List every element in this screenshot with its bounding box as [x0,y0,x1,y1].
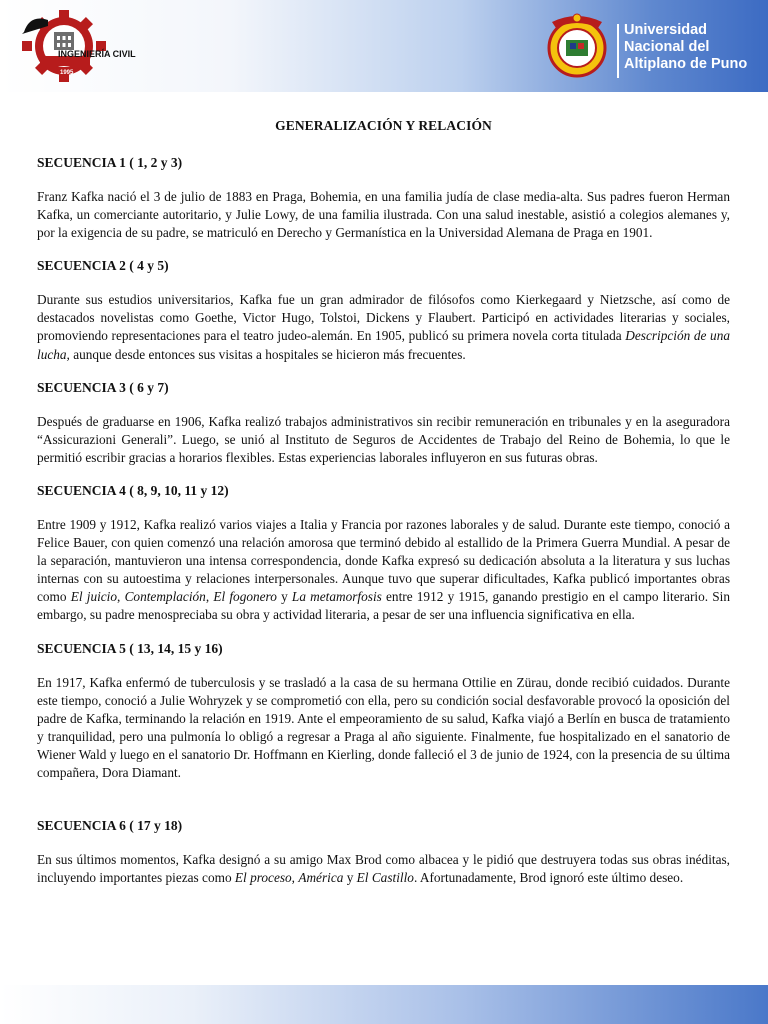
paragraph-text: y [343,870,357,886]
section-heading: SECUENCIA 4 ( 8, 9, 10, 11 y 12) [37,482,229,498]
paragraph-text: aunque desde entonces sus visitas a hospitales se hicieron más frecuentes. [69,346,466,362]
university-seal-icon [538,12,616,80]
university-name-line: Nacional del [624,39,710,55]
paragraph-text: Entre 1909 y 1912, Kafka realizó varios viajes a Italia y Francia por razones laborales y de salud. Durante este tiempo, conoció a Felice Bauer, con quien comenzó una relación amorosa que terminó debido al estallido de la Primera Guerra Mundial. A pesar de la separación, mantuvieron una intensa correspondencia, donde Kafka expresó su dedicación absoluta a la literatura y sus luchas internas con su autoestima y relaciones interpersonales. Aunque tuvo que superar dificultades, Kafka publicó importantes obras como [37,516,730,605]
section-heading: SECUENCIA 6 ( 17 y 18) [37,818,183,834]
section-paragraph [37,413,730,467]
logo-year: 1995 [60,70,74,76]
italic-title-text: El proceso [234,870,292,886]
italic-title-text: El juicio [70,589,118,605]
document-title: GENERALIZACIÓN Y RELACIÓN [275,118,492,133]
section-paragraph [37,674,730,783]
paragraph-text: Después de graduarse en 1906, Kafka realizó trabajos administrativos sin recibir remuneración en tribunales y en la aseguradora “Assicurazioni Generali”. Luego, se unió al Instituto de Seguros de Accidentes de Trabajo del Reino de Bohemia, lo que le permitió escribir gracias a horarios flexibles. Estas experiencias laborales influyeron en sus futuras obras. [37,413,730,465]
section-paragraph [37,851,730,887]
italic-title-text: Descripción de una lucha, [37,328,730,362]
paragraph-text: Durante sus estudios universitarios, Kafka fue un gran admirador de filósofos como Kierkegaard y Nietzsche, así como de destacados novelistas como Goethe, Victor Hugo, Tolstoi, Dickens y Flaubert. Participó en actividades literarias y sociales, promoviendo representaciones para el teatro judeo-alemán. En 1905, publicó su primera novela corta titulada [37,292,730,344]
section-heading: SECUENCIA 2 ( 4 y 5) [37,258,169,274]
italic-title-text: El fogonero [213,589,277,605]
paragraph-text: y [276,589,292,605]
university-name-line: Universidad [624,22,707,38]
section-heading: SECUENCIA 1 ( 1, 2 y 3) [37,155,183,170]
section-heading: SECUENCIA 3 ( 6 y 7) [37,379,169,395]
italic-title-text: El Castillo [356,870,414,886]
document-body [37,118,730,903]
italic-title-text: Contemplación [124,589,206,605]
paragraph-text: , [117,589,125,605]
paragraph-text: En 1917, Kafka enfermó de tuberculosis y se trasladó a la casa de su hermana Ottilie en Zürau, donde recibió cuidados. Durante este tiempo, conoció a Julie Wohryzek y se comprometió con ella, pero su condición social desfavorable provocó la oposición del padre de Kafka, terminando la relación en 1919. Ante el empeoramiento de su salud, Kafka viajó a Berlín en busca de tratamiento y tranquilidad, pero una pulmonía lo obligó a regresar a Praga al año siguiente. Finalmente, fue hospitalizado en el sanatorio de Wiener Wald y luego en el sanatorio Dr. Hoffmann en Kierling, donde falleció el 3 de junio de 1924, con la presencia de su última compañera, Dora Diamant. [37,674,730,780]
section-heading: SECUENCIA 5 ( 13, 14, 15 y 16) [37,640,223,656]
paragraph-text: entre 1912 y 1915, ganando prestigio en el campo literario. Sin embargo, su padre menospreciaba su obra y actividad literaria, a pesar de ser una influencia significativa en ella. [37,589,730,623]
paragraph-text: Franz Kafka nació el 3 de julio de 1883 en Praga, Bohemia, en una familia judía de clase media-alta. Sus padres fueron Herman Kafka, un comerciante autoritario, y Julie Lowy, de una familia ilustrada. Con una salud inestable, asistió a colegios alemanes y, por la exigencia de su padre, se matriculó en Derecho y Germanística en la Universidad Alemana de Praga en 1901. [37,189,730,241]
paragraph-text: , [291,870,299,886]
header-divider [617,24,619,78]
university-name [624,22,764,73]
section-paragraph [37,516,730,625]
italic-title-text: América [298,870,344,886]
section-paragraph [37,188,730,242]
paragraph-text: . Afortunadamente, Brod ignoró este último deseo. [413,870,684,886]
page-header [0,0,768,92]
sections-container [37,155,730,887]
section-paragraph [37,291,730,363]
logo-text: INGENIERÍA CIVIL [58,49,136,59]
page-footer-band [0,985,768,1024]
paragraph-text: En sus últimos momentos, Kafka designó a su amigo Max Brod como albacea y le pidió que destruyera todas sus obras inéditas, incluyendo importantes piezas como [37,852,730,886]
section-spacer [37,798,730,818]
paragraph-text: , [205,589,214,605]
university-name-line: Altiplano de Puno [624,56,748,72]
italic-title-text: La metamorfosis [291,589,382,605]
